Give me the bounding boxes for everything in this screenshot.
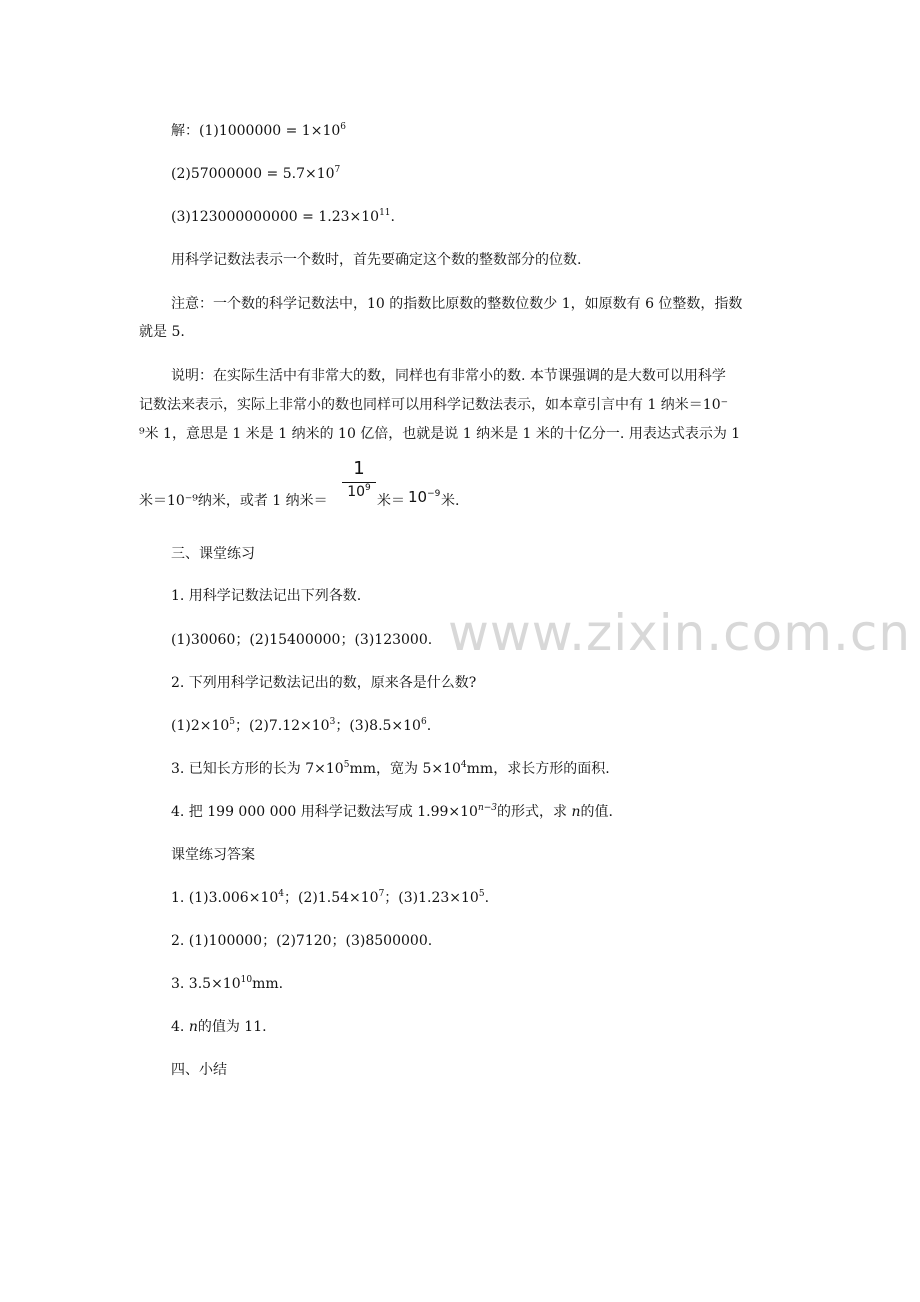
explain-line-1: 说明：在实际生活中有非常大的数，同样也有非常小的数. 本节课强调的是大数可以用科学	[171, 368, 726, 384]
solution-line-1: 解：$(1)1000000 = 1\times 10^6$	[171, 122, 346, 139]
solution-line-2: $(2)57000000 = 5.7\times 10^7$	[171, 165, 341, 182]
note-line-1: 注意：一个数的科学记数法中，10 的指数比原数的整数位数少 1，如原数有 6 位整数，指数	[171, 296, 743, 312]
explain-line-4-mid: 米＝	[377, 493, 405, 509]
exercise-1-items: (1)30060；(2)15400000；(3)123000.	[171, 632, 433, 648]
answer-2: 2. (1)100000；(2)7120；(3)8500000.	[171, 933, 433, 949]
explain-line-4: 米＝10⁻⁹纳米，或者 1 纳米＝	[139, 493, 328, 509]
explain-line-4-end: 米.	[441, 493, 460, 509]
answer-3: 3. $3.5\times 10^{10}mm$.	[171, 975, 284, 992]
watermark: www.zixin.com.cn	[448, 604, 912, 662]
exercise-4: 4. 把 199 000 000 用科学记数法写成 $1.99\times 10^{n-3}$的形式，求 n的值.	[171, 803, 613, 820]
fraction-numerator: 1	[353, 458, 365, 479]
explain-line-2: 记数法来表示，实际上非常小的数也同样可以用科学记数法表示，如本章引言中有 1 纳米＝10⁻	[139, 397, 729, 413]
solution-line-3: $(3)123000000000 = 1.23\times 10^{11}$.	[171, 208, 395, 225]
answers-heading: 课堂练习答案	[171, 847, 255, 863]
section-4-heading: 四、小结	[171, 1062, 227, 1078]
exercise-2-title: 2. 下列用科学记数法记出的数，原来各是什么数?	[171, 675, 477, 691]
note-line-2: 就是 5.	[139, 324, 185, 340]
fraction	[342, 459, 376, 501]
fraction-denominator: $10^9$	[347, 483, 371, 500]
answer-1: 1. $(1)3.006\times 10^4$；$(2)1.54\times 10^7$；$(3)1.23\times 10^5$.	[171, 889, 490, 906]
section-3-heading: 三、课堂练习	[171, 546, 255, 562]
exercise-3: 3. 已知长方形的长为 $7\times 10^5mm$，宽为 $5\times 10^4mm$，求长方形的面积.	[171, 760, 610, 777]
power-expression: $10^{-9}$	[408, 488, 441, 506]
explain-line-3: ⁹米 1，意思是 1 米是 1 纳米的 10 亿倍，也就是说 1 纳米是 1 米的十亿分一. 用表达式表示为 1	[139, 426, 741, 442]
method-paragraph: 用科学记数法表示一个数时，首先要确定这个数的整数部分的位数.	[171, 252, 582, 268]
exercise-2-items: $(1)2\times 10^5$；$(2)7.12\times 10^3$；$(3)8.5\times 10^6$.	[171, 717, 432, 734]
answer-4: 4. n的值为 11.	[171, 1019, 267, 1035]
exercise-1-title: 1. 用科学记数法记出下列各数.	[171, 588, 362, 604]
